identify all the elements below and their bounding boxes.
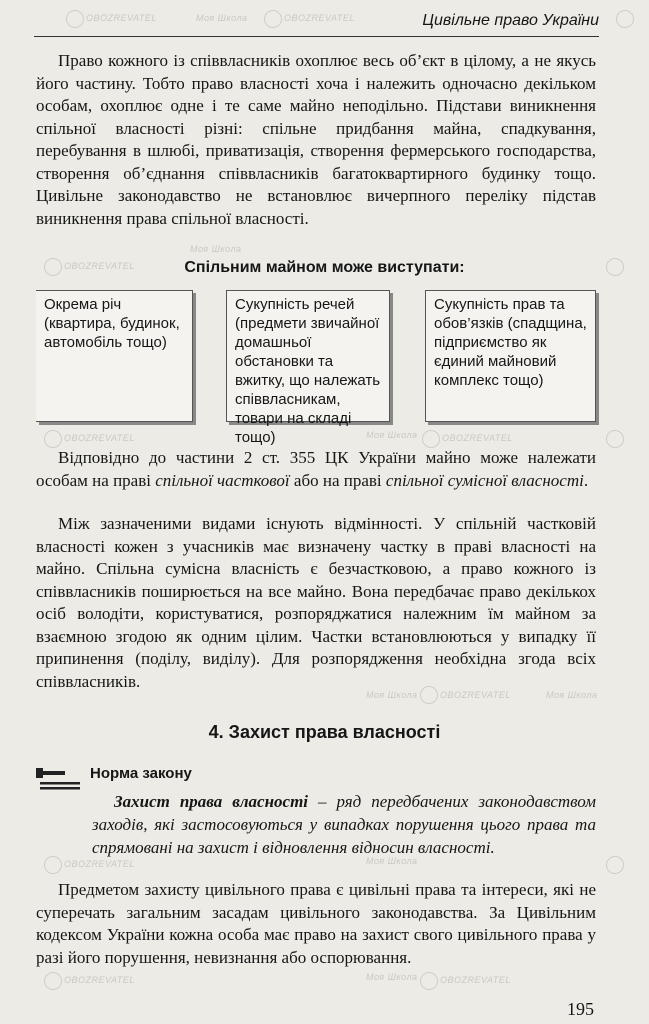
- watermark-site: OBOZREVATEL: [440, 690, 511, 700]
- watermark-logo-icon: [44, 972, 62, 990]
- watermark-school: Моя Школа: [190, 244, 242, 254]
- watermark-logo-icon: [606, 430, 624, 448]
- watermark-school: Моя Школа: [546, 690, 598, 700]
- paragraph-ownership-types-pre: Відповідно до частини 2 ст. 355 ЦК України майно може належати особам на праві: [36, 448, 596, 490]
- watermark-site: OBOZREVATEL: [64, 859, 135, 869]
- paragraph-ownership-types: [36, 447, 596, 492]
- watermark-school: Моя Школа: [366, 856, 418, 866]
- definition-text: – ряд передбачених законодавством заходів, які застосовуються у випадках порушення цього права та спрямовані на захист і відновлення відносин власності.: [92, 792, 596, 857]
- joint-property-title: Спільним майном може виступати:: [184, 259, 465, 276]
- chapter-title: 4. Захист права власності: [208, 722, 441, 742]
- watermark-logo-icon: [44, 856, 62, 874]
- paragraph-protection-subject: Предметом захисту цивільного права є цивільні права та інтереси, які не суперечать загальним засадам цивільного законодавства. За Цивільним кодексом України кожна особа має право на захист свого цивільного права у разі його порушення, невизнання або оспорювання.: [36, 880, 596, 967]
- watermark-logo-icon: [66, 10, 84, 28]
- watermark-school: Моя Школа: [366, 972, 418, 982]
- watermark-school: Моя Школа: [366, 430, 418, 440]
- watermark-school: Моя Школа: [366, 690, 418, 700]
- joint-property-item-rights: Сукупність прав та обов’язків (спадщина, підприємство як єдиний майновий комплекс тощо): [425, 290, 596, 422]
- joint-property-item-things: Сукупність речей (предмети звичайної домашньої обстановки та вжитку, що належать співвласникам, товари на складі тощо): [226, 290, 390, 422]
- paragraph-common-ownership: Право кожного із співвласників охоплює весь об’єкт в цілому, а не якусь його частину. Тобто право власності хоча і належить одночасно декільком особам, охоплює одне і те саме майно неподільно. Підстави виникнення спільної власності різні: спільне придбання майна, спадкування, перебування в шлюбі, приватизація, створення фермерського господарства, створення об’єднання співвласників багатоквартирного будинку тощо. Цивільне законодавство не встановлює вичерпного переліку підстав виникнення права спільної власності.: [36, 51, 596, 228]
- definition-term: Захист права власності: [114, 792, 309, 811]
- watermark-logo-icon: [420, 972, 438, 990]
- watermark-logo-icon: [44, 430, 62, 448]
- watermark-site: OBOZREVATEL: [440, 975, 511, 985]
- header-divider: [34, 36, 599, 37]
- gavel-icon: [34, 762, 82, 792]
- paragraph-ownership-types-mid: або на праві: [289, 470, 386, 490]
- watermark-logo-icon: [606, 856, 624, 874]
- watermark-site: OBOZREVATEL: [86, 13, 157, 23]
- watermark-logo-icon: [616, 10, 634, 28]
- running-header: Цивільне право України: [422, 12, 599, 29]
- page-number: 195: [567, 999, 594, 1019]
- watermark-school: Моя Школа: [196, 13, 248, 23]
- watermark-logo-icon: [264, 10, 282, 28]
- watermark-site: OBOZREVATEL: [64, 433, 135, 443]
- watermark-site: OBOZREVATEL: [442, 433, 513, 443]
- term-shared-ownership: спільної часткової: [155, 470, 290, 490]
- watermark-site: OBOZREVATEL: [284, 13, 355, 23]
- paragraph-differences: Між зазначеними видами існують відмінності. У спільній частковій власності кожен з учасників має визначену частку в праві власності на майно. Спільна сумісна власність є безчастковою, а право кожного із співвласників поширюється на все майно. Вона передбачає право декількох осіб володіти, користуватися, розпоряджатися належним їм майном за взаємною згодою як одним цілим. Частки встановлюються у випадку її припинення (поділу, виділу). Для розпорядження необхідна згода всіх співвласників.: [36, 514, 596, 691]
- watermark-logo-icon: [422, 430, 440, 448]
- norm-label: Норма закону: [90, 765, 192, 782]
- definition-property-protection: [92, 790, 596, 859]
- term-joint-ownership: спільної сумісної власності: [385, 470, 584, 490]
- watermark-site: OBOZREVATEL: [64, 975, 135, 985]
- watermark-site: OBOZREVATEL: [64, 261, 135, 271]
- paragraph-ownership-types-post: .: [583, 470, 589, 490]
- joint-property-item-thing: Окрема річ (квартира, будинок, автомобіль тощо): [36, 290, 193, 422]
